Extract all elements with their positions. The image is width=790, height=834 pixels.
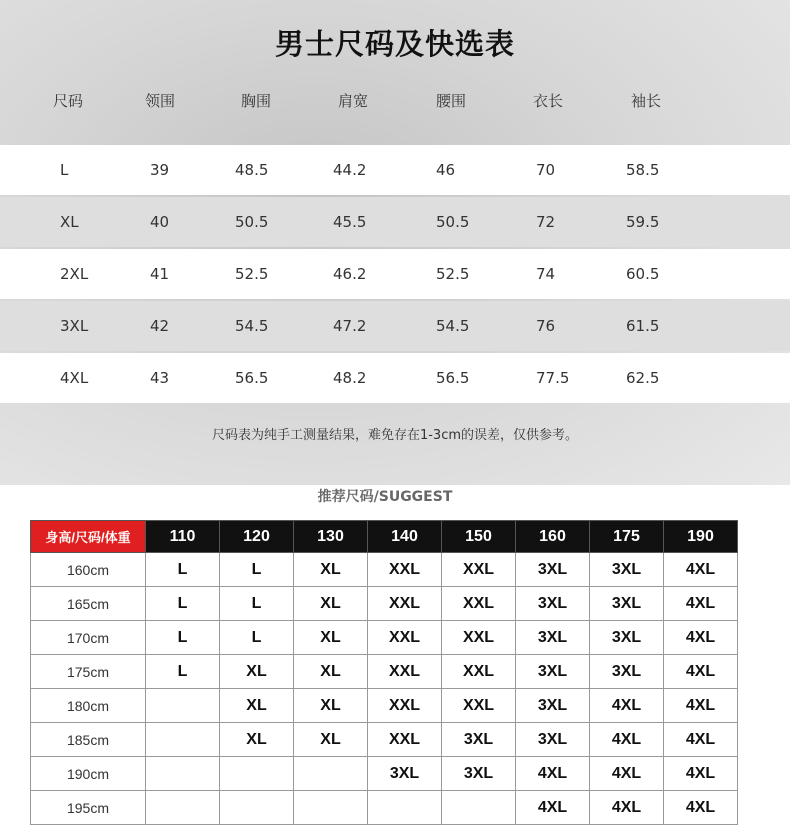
suggested-size-cell: 3XL xyxy=(368,757,442,791)
suggested-size-cell: L xyxy=(146,553,220,587)
suggested-size-cell: 4XL xyxy=(590,791,664,825)
corner-header: 身高/尺码/体重 xyxy=(31,521,146,553)
size-cell: 54.5 xyxy=(235,317,269,335)
weight-header: 110 xyxy=(146,521,220,553)
suggested-size-cell: L xyxy=(146,621,220,655)
column-header: 腰围 xyxy=(436,92,467,110)
suggested-size-cell: 3XL xyxy=(590,587,664,621)
suggested-size-cell xyxy=(146,757,220,791)
suggest-row xyxy=(31,723,738,757)
weight-header: 120 xyxy=(220,521,294,553)
size-cell: 40 xyxy=(150,213,170,231)
suggested-size-cell: XL xyxy=(294,553,368,587)
size-cell: 56.5 xyxy=(235,369,269,387)
size-cell: 47.2 xyxy=(333,317,367,335)
size-cell: 60.5 xyxy=(626,265,660,283)
height-cell: 165cm xyxy=(31,587,146,621)
suggested-size-cell: L xyxy=(220,553,294,587)
size-cell: 44.2 xyxy=(333,161,367,179)
weight-header: 140 xyxy=(368,521,442,553)
size-table-header xyxy=(0,90,790,114)
suggested-size-cell: 3XL xyxy=(516,587,590,621)
column-header: 尺码 xyxy=(53,92,84,110)
size-cell: 3XL xyxy=(60,317,89,335)
suggested-size-cell: L xyxy=(146,587,220,621)
measurement-note: 尺码表为纯手工测量结果，难免存在1-3cm的误差，仅供参考。 xyxy=(211,428,579,443)
suggested-size-cell xyxy=(294,757,368,791)
size-row xyxy=(0,197,790,247)
column-header: 肩宽 xyxy=(338,92,369,110)
size-row xyxy=(0,249,790,299)
height-cell: 190cm xyxy=(31,757,146,791)
suggested-size-cell: XXL xyxy=(368,689,442,723)
suggested-size-cell: XXL xyxy=(442,689,516,723)
size-cell: 50.5 xyxy=(436,213,470,231)
suggested-size-cell: 3XL xyxy=(590,553,664,587)
size-row xyxy=(0,301,790,351)
suggested-size-cell: 4XL xyxy=(664,587,738,621)
size-cell: XL xyxy=(60,213,79,231)
size-cell: 46 xyxy=(436,161,456,179)
size-cell: 54.5 xyxy=(436,317,470,335)
size-cell: L xyxy=(60,161,69,179)
weight-header: 150 xyxy=(442,521,516,553)
suggested-size-cell: XXL xyxy=(368,587,442,621)
weight-header: 190 xyxy=(664,521,738,553)
suggested-size-cell: 4XL xyxy=(664,553,738,587)
suggested-size-cell: 3XL xyxy=(516,655,590,689)
size-cell: 61.5 xyxy=(626,317,660,335)
size-cell: 52.5 xyxy=(436,265,470,283)
suggested-size-cell xyxy=(294,791,368,825)
suggested-size-cell: XL xyxy=(294,655,368,689)
suggested-size-cell: XXL xyxy=(442,587,516,621)
suggested-size-cell: XL xyxy=(294,587,368,621)
size-cell: 72 xyxy=(536,213,556,231)
suggested-size-cell: XXL xyxy=(368,553,442,587)
suggested-size-cell: XXL xyxy=(442,621,516,655)
column-header: 袖长 xyxy=(631,92,662,110)
suggested-size-cell: L xyxy=(146,655,220,689)
size-cell: 56.5 xyxy=(436,369,470,387)
suggested-size-cell: 4XL xyxy=(590,757,664,791)
suggested-size-cell: 3XL xyxy=(516,723,590,757)
size-cell: 76 xyxy=(536,317,556,335)
suggested-size-cell: XXL xyxy=(368,655,442,689)
suggested-size-cell: 3XL xyxy=(516,621,590,655)
size-cell: 48.2 xyxy=(333,369,367,387)
suggested-size-cell: 3XL xyxy=(516,553,590,587)
size-cell: 52.5 xyxy=(235,265,269,283)
suggested-size-cell xyxy=(220,757,294,791)
suggested-size-cell: XL xyxy=(220,723,294,757)
suggested-size-cell: XXL xyxy=(368,621,442,655)
height-cell: 175cm xyxy=(31,655,146,689)
suggest-row xyxy=(31,689,738,723)
size-cell: 70 xyxy=(536,161,556,179)
suggest-row xyxy=(31,655,738,689)
suggested-size-cell: 3XL xyxy=(516,689,590,723)
column-header: 胸围 xyxy=(241,92,272,110)
height-cell: 185cm xyxy=(31,723,146,757)
suggested-size-cell: L xyxy=(220,587,294,621)
suggest-row xyxy=(31,791,738,825)
column-header: 领围 xyxy=(145,92,176,110)
weight-header: 175 xyxy=(590,521,664,553)
suggested-size-cell: 3XL xyxy=(442,757,516,791)
suggested-size-cell: XL xyxy=(294,723,368,757)
suggest-row xyxy=(31,757,738,791)
suggested-size-cell xyxy=(146,723,220,757)
suggested-size-cell: XL xyxy=(220,655,294,689)
height-cell: 180cm xyxy=(31,689,146,723)
size-row xyxy=(0,145,790,195)
suggested-size-cell: 4XL xyxy=(664,621,738,655)
suggested-size-cell: XXL xyxy=(442,553,516,587)
size-cell: 39 xyxy=(150,161,170,179)
size-cell: 50.5 xyxy=(235,213,269,231)
height-cell: 170cm xyxy=(31,621,146,655)
suggested-size-cell: 4XL xyxy=(664,655,738,689)
suggested-size-cell: XL xyxy=(294,689,368,723)
suggested-size-cell: L xyxy=(220,621,294,655)
suggest-row xyxy=(31,621,738,655)
size-cell: 77.5 xyxy=(536,369,570,387)
size-cell: 2XL xyxy=(60,265,89,283)
size-cell: 41 xyxy=(150,265,170,283)
suggested-size-cell: 4XL xyxy=(590,689,664,723)
suggested-size-cell xyxy=(442,791,516,825)
suggested-size-cell xyxy=(146,791,220,825)
size-row xyxy=(0,353,790,403)
suggested-size-cell: 4XL xyxy=(516,757,590,791)
size-cell: 74 xyxy=(536,265,556,283)
suggested-size-cell xyxy=(146,689,220,723)
suggest-title: 推荐尺码/SUGGEST xyxy=(317,489,453,505)
suggested-size-cell xyxy=(220,791,294,825)
suggest-row xyxy=(31,553,738,587)
suggested-size-cell: 4XL xyxy=(664,723,738,757)
size-cell: 46.2 xyxy=(333,265,367,283)
page-title: 男士尺码及快选表 xyxy=(274,27,515,61)
suggested-size-cell: 3XL xyxy=(590,621,664,655)
column-header: 衣长 xyxy=(533,92,564,110)
suggest-table xyxy=(30,520,738,825)
suggested-size-cell: 4XL xyxy=(590,723,664,757)
size-cell: 58.5 xyxy=(626,161,660,179)
suggested-size-cell: XL xyxy=(220,689,294,723)
suggested-size-cell: 4XL xyxy=(664,791,738,825)
weight-header: 130 xyxy=(294,521,368,553)
height-cell: 195cm xyxy=(31,791,146,825)
size-cell: 48.5 xyxy=(235,161,269,179)
size-cell: 42 xyxy=(150,317,170,335)
size-cell: 62.5 xyxy=(626,369,660,387)
suggested-size-cell: 4XL xyxy=(664,757,738,791)
weight-header: 160 xyxy=(516,521,590,553)
suggested-size-cell: XXL xyxy=(368,723,442,757)
height-cell: 160cm xyxy=(31,553,146,587)
size-cell: 45.5 xyxy=(333,213,367,231)
suggested-size-cell: 4XL xyxy=(664,689,738,723)
suggested-size-cell: XXL xyxy=(442,655,516,689)
suggested-size-cell: 3XL xyxy=(442,723,516,757)
size-cell: 4XL xyxy=(60,369,89,387)
suggested-size-cell: 3XL xyxy=(590,655,664,689)
suggested-size-cell: XL xyxy=(294,621,368,655)
suggested-size-cell xyxy=(368,791,442,825)
size-cell: 43 xyxy=(150,369,170,387)
suggested-size-cell: 4XL xyxy=(516,791,590,825)
suggest-row xyxy=(31,587,738,621)
size-cell: 59.5 xyxy=(626,213,660,231)
